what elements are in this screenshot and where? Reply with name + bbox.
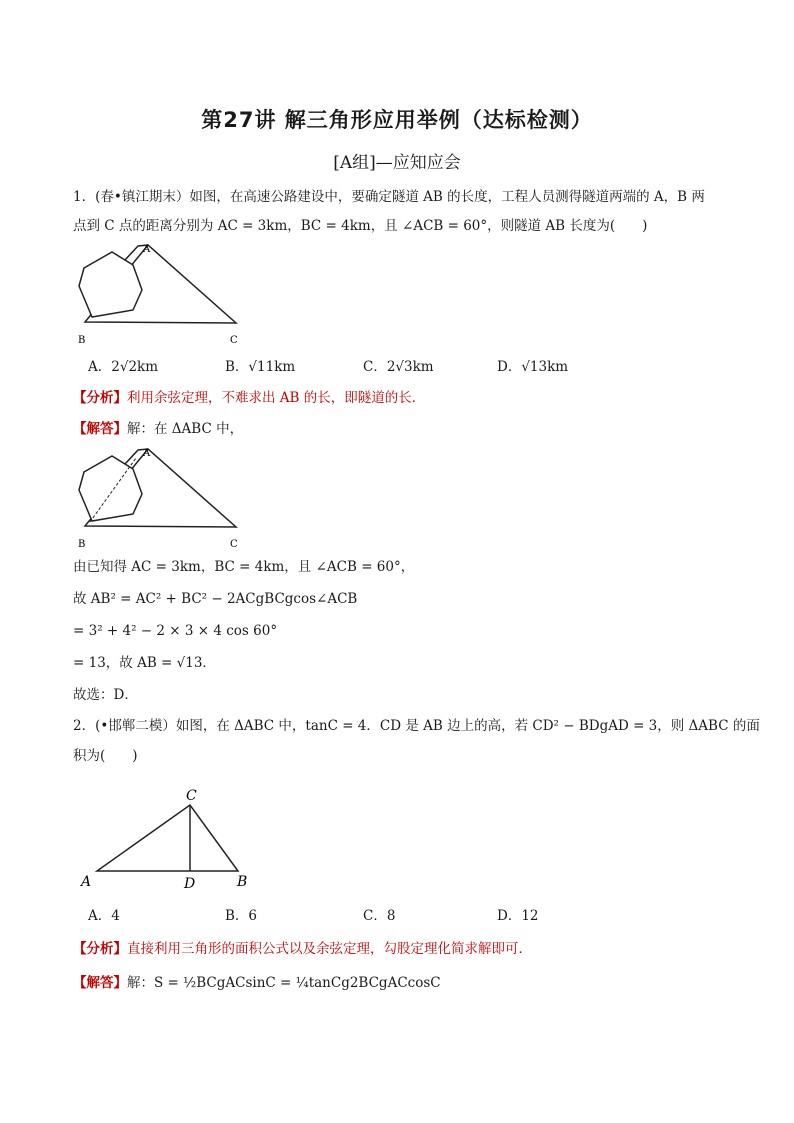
q2-option-c: C．8: [363, 908, 396, 924]
mountain-polygon: [79, 456, 142, 521]
q2-stem-line2: 积为( ): [73, 748, 138, 764]
q2-solution: [73, 973, 441, 993]
q1-analysis: [73, 388, 425, 408]
label-b: B: [237, 874, 248, 890]
analysis-text: 直接利用三角形的面积公式以及余弦定理，勾股定理化简求解即可．: [127, 941, 532, 957]
q1-step1: 由已知得 AC = 3km，BC = 4km，且 ∠ACB = 60°，: [73, 559, 415, 575]
q1-option-a: A．2√2km: [88, 359, 159, 375]
q2-option-d: D．12: [497, 908, 539, 924]
q1-step2: 故 AB² = AC² + BC² − 2ACgBCgcos∠ACB: [73, 591, 358, 607]
page-title: 第27讲 解三角形应用举例（达标检测）: [201, 108, 593, 132]
label-c: C: [230, 539, 238, 550]
label-c: C: [230, 335, 238, 346]
q1-answer: 故选：D．: [73, 687, 138, 703]
q2-figure-triangle: [75, 782, 265, 894]
q2-option-b: B．6: [225, 908, 258, 924]
q1-stem-line1: 1．(春•镇江期末）如图，在高速公路建设中，要确定隧道 AB 的长度，工程人员测得隧道两端的 A，B 两: [73, 189, 705, 205]
label-c: C: [186, 788, 197, 804]
solution-intro-text: 解：在 ΔABC 中，: [127, 421, 244, 437]
q1-solution-intro: [73, 419, 243, 439]
label-d: D: [184, 876, 196, 892]
q1-figure-tunnel: [70, 240, 250, 348]
q1-option-c: C．2√3km: [363, 359, 434, 375]
analysis-tag: 【分析】: [73, 941, 127, 957]
solution-text: 解：S = ½BCgACsinC = ¼tanCg2BCgACcosC: [127, 975, 441, 991]
label-a: A: [81, 874, 92, 890]
label-b: B: [78, 335, 86, 346]
analysis-tag: 【分析】: [73, 390, 127, 406]
analysis-text: 利用余弦定理，不难求出 AB 的长，即隧道的长．: [127, 390, 426, 406]
q1-solution-figure: [70, 444, 250, 552]
triangle-abc: [97, 805, 238, 871]
solution-tag: 【解答】: [73, 421, 127, 437]
mountain-polygon: [79, 252, 142, 317]
q2-stem-line1: 2．(•邯郸二模）如图，在 ΔABC 中，tanC = 4．CD 是 AB 边上的高，若 CD² − BDgAD = 3，则 ΔABC 的面: [73, 718, 760, 734]
label-a: A: [143, 244, 151, 255]
label-b: B: [78, 539, 86, 550]
solution-tag: 【解答】: [73, 975, 127, 991]
label-a: A: [143, 448, 151, 459]
q1-step3: = 3² + 4² − 2 × 3 × 4 cos 60°: [73, 623, 278, 639]
q1-option-b: B．√11km: [225, 359, 296, 375]
q2-analysis: [73, 939, 532, 959]
section-heading: [A组]—应知应会: [333, 153, 461, 173]
q2-option-a: A．4: [88, 908, 120, 924]
q1-stem-line2: 点到 C 点的距离分别为 AC = 3km，BC = 4km，且 ∠ACB = 60°，则隧道 AB 长度为( ): [73, 218, 648, 234]
q1-option-d: D．√13km: [497, 359, 569, 375]
q1-step4: = 13，故 AB = √13．: [73, 655, 216, 671]
